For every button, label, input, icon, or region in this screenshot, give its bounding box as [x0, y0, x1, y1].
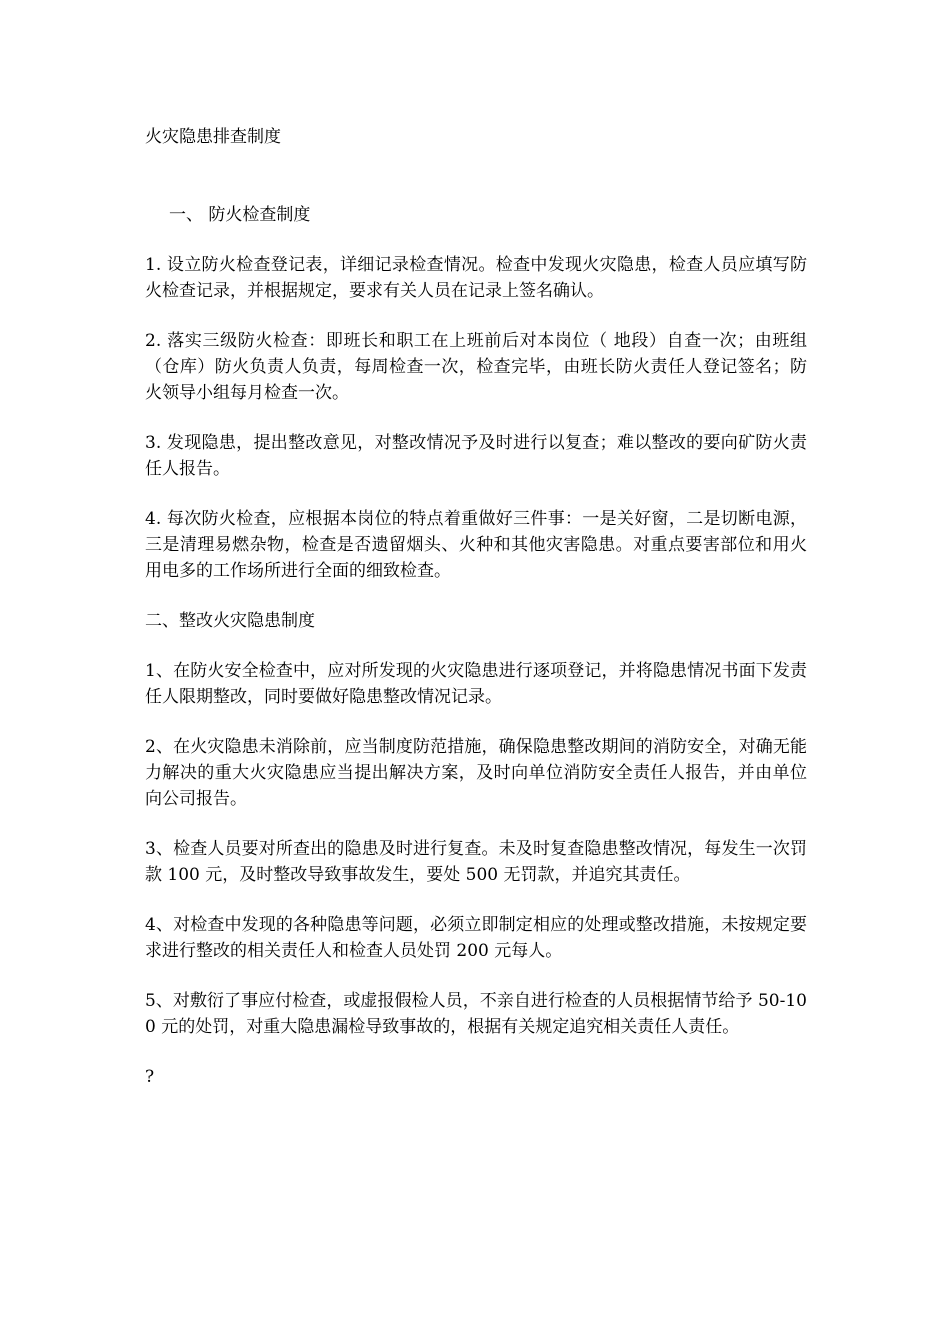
rectification-rule-5: 5、对敷衍了事应付检查，或虚报假检人员，不亲自进行检查的人员根据情节给予 50-100 元的处罚，对重大隐患漏检导致事故的，根据有关规定追究相关责任人责任。 — [145, 991, 807, 1037]
rectification-rule-4: 4、对检查中发现的各种隐患等问题，必须立即制定相应的处理或整改措施，未按规定要求进行整改的相关责任人和检查人员处罚 200 元每人。 — [145, 915, 807, 961]
inspection-rule-3: 3. 发现隐患，提出整改意见，对整改情况予及时进行以复查；难以整改的要向矿防火责任人报告。 — [145, 433, 807, 479]
section-heading-fire-inspection: 一、 防火检查制度 — [169, 205, 311, 225]
trailing-mark: ? — [145, 1067, 155, 1087]
rectification-rule-1: 1、在防火安全检查中，应对所发现的火灾隐患进行逐项登记，并将隐患情况书面下发责任人限期整改，同时要做好隐患整改情况记录。 — [145, 661, 807, 707]
rectification-rule-3: 3、检查人员要对所查出的隐患及时进行复查。未及时复查隐患整改情况，每发生一次罚款 100 元，及时整改导致事故发生，要处 500 无罚款，并追究其责任。 — [145, 839, 807, 885]
inspection-rule-2: 2. 落实三级防火检查：即班长和职工在上班前后对本岗位（ 地段）自查一次；由班组（仓库）防火负责人负责，每周检查一次，检查完毕，由班长防火责任人登记签名；防火领导小组每月检查一次。 — [145, 331, 807, 403]
inspection-rule-4: 4. 每次防火检查，应根据本岗位的特点着重做好三件事：一是关好窗，二是切断电源，三是清理易燃杂物，检查是否遗留烟头、火种和其他灾害隐患。对重点要害部位和用火用电多的工作场所进行全面的细致检查。 — [145, 509, 807, 581]
inspection-rule-1: 1. 设立防火检查登记表，详细记录检查情况。检查中发现火灾隐患，检查人员应填写防火检查记录，并根据规定，要求有关人员在记录上签名确认。 — [145, 255, 807, 301]
document-body — [145, 124, 807, 1090]
section-heading-hazard-rectification: 二、整改火灾隐患制度 — [145, 611, 315, 631]
document-title: 火灾隐患排查制度 — [145, 127, 281, 147]
rectification-rule-2: 2、在火灾隐患未消除前，应当制度防范措施，确保隐患整改期间的消防安全，对确无能力解决的重大火灾隐患应当提出解决方案，及时向单位消防安全责任人报告，并由单位向公司报告。 — [145, 737, 807, 809]
